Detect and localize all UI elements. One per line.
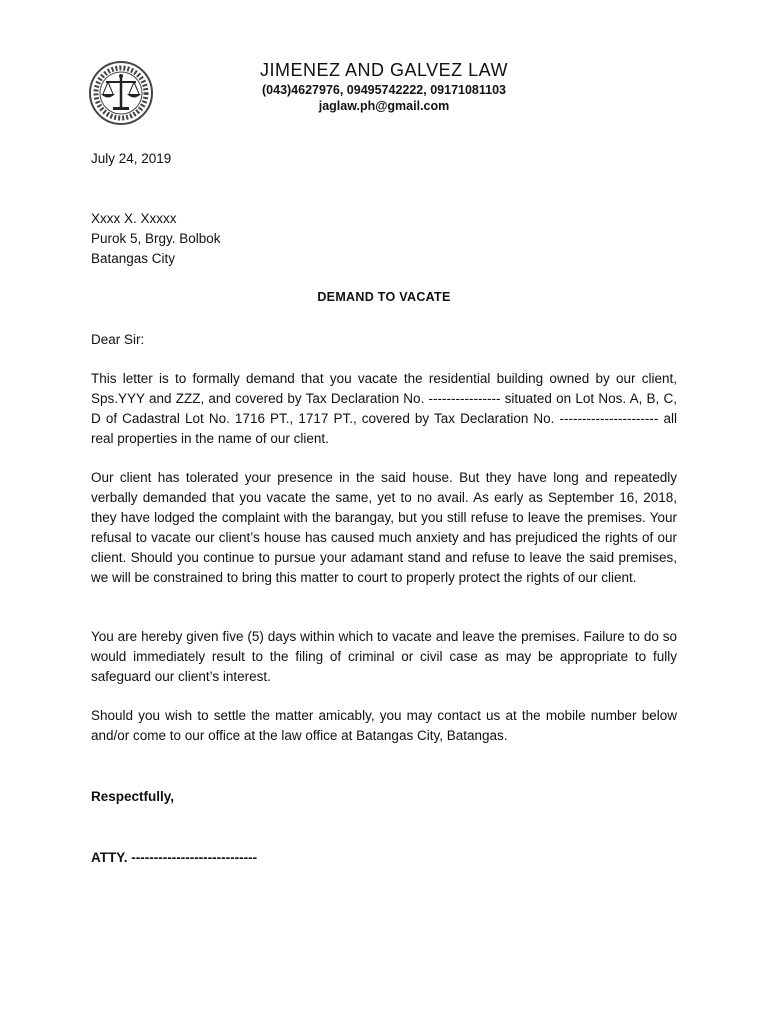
- firm-name: [0, 60, 768, 81]
- body-paragraph-2: Our client has tolerated your presence in the said house. But they have long and repeatedly verbally demanded that you vacate the same, yet to no avail. As early as September 16, 2018, they have lodged the complaint with the barangay, but you still refuse to leave the premises. Your refusal to vacate our client’s house has caused much anxiety and has prejudiced the rights of our client. Should you continue to pursue your adamant stand and refuse to leave the said premises, we will be constrained to bring this matter to court to properly protect the rights of our client.: [91, 470, 677, 585]
- firm-phones: (043)4627976, 09495742222, 09171081103: [262, 83, 506, 97]
- salutation: Dear Sir:: [91, 332, 145, 347]
- closing: Respectfully,: [91, 789, 175, 804]
- signature-line: ATTY. ----------------------------: [91, 850, 258, 865]
- recipient-address-line1: Purok 5, Brgy. Bolbok: [91, 231, 221, 246]
- letter-title: DEMAND TO VACATE: [317, 290, 451, 304]
- recipient-block: [91, 209, 221, 269]
- body-paragraph-3: You are hereby given five (5) days within which to vacate and leave the premises. Failure to do so would immediately result to the filing of criminal or civil case as may be appropriate to fully safeguard our client’s interest.: [91, 629, 677, 684]
- recipient-address-line2: Batangas City: [91, 251, 176, 266]
- letter-date: July 24, 2019: [91, 151, 172, 166]
- body-paragraph-1: This letter is to formally demand that you vacate the residential building owned by our client, Sps.YYY and ZZZ, and covered by Tax Declaration No. ---------------- situated on Lot Nos. A, B, C, D of Cadastral Lot No. 1716 PT., 1717 PT., covered by Tax Declaration No. ---------------------- all real properties in the name of our client.: [91, 371, 677, 446]
- firm-email: jaglaw.ph@gmail.com: [318, 99, 450, 113]
- firm-name-text: JIMENEZ AND GALVEZ LAW: [259, 60, 509, 80]
- body-paragraph-4: Should you wish to settle the matter amicably, you may contact us at the mobile number below and/or come to our office at the law office at Batangas City, Batangas.: [91, 708, 677, 743]
- recipient-name: Xxxx X. Xxxxx: [91, 211, 177, 226]
